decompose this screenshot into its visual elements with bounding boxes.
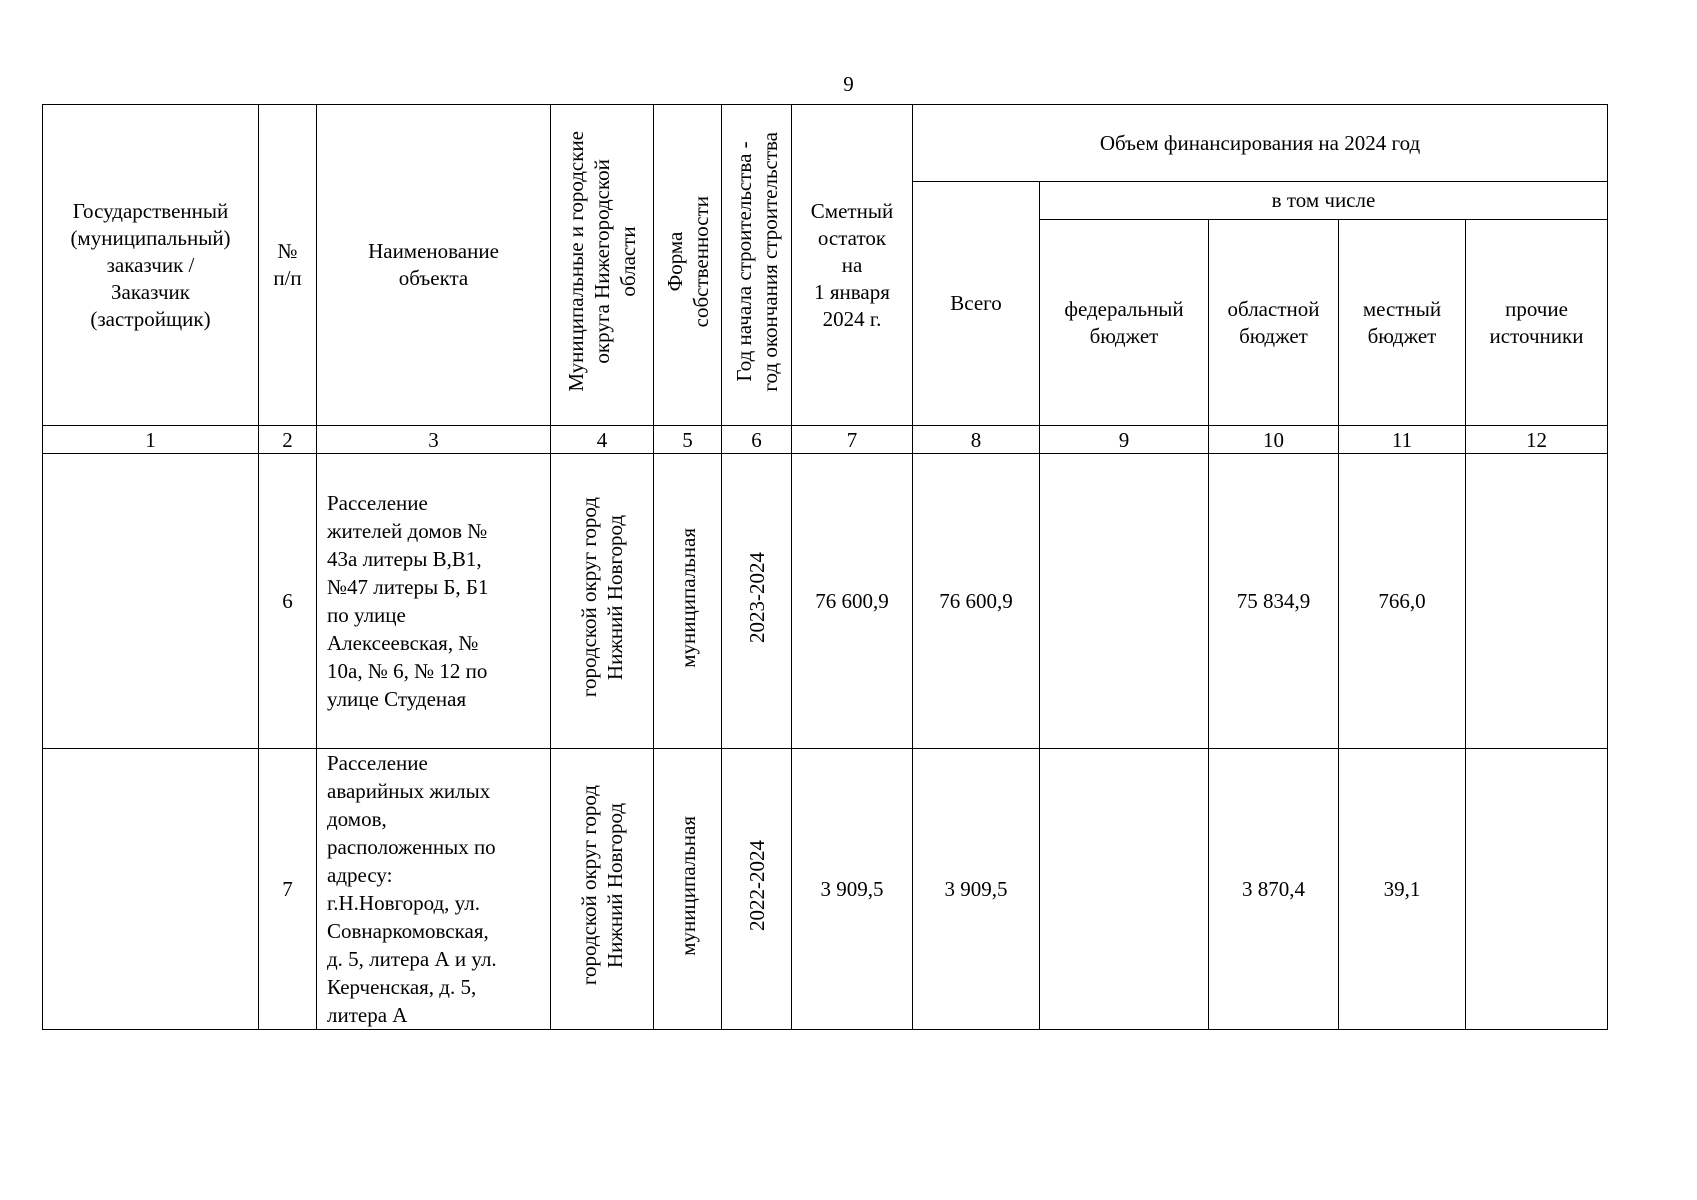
cell-estimate: 3 909,5	[792, 749, 913, 1030]
column-number-row	[43, 426, 1608, 454]
cell-municipality: городской округ город Нижний Новгород	[577, 785, 627, 986]
column-number: 1	[43, 426, 259, 454]
cell-ownership-wrap	[654, 454, 722, 749]
header-municipality: Муниципальные и городские округа Нижегородской области	[564, 131, 640, 392]
header-regional: областной бюджет	[1209, 220, 1339, 426]
cell-municipality-wrap	[551, 454, 654, 749]
financing-table	[42, 104, 1608, 1030]
header-local: местный бюджет	[1339, 220, 1466, 426]
header-row-top	[43, 105, 1608, 182]
header-years-cell	[722, 105, 792, 426]
cell-object: Расселение аварийных жилых домов, расположенных по адресу: г.Н.Новгород, ул. Совнаркомовская, д. 5, литера А и ул. Керченская, д. 5, литера А	[327, 751, 497, 1027]
header-years: Год начала строительства - год окончания строительства	[731, 131, 782, 392]
cell-object-wrap	[317, 454, 551, 749]
cell-ownership: муниципальная	[675, 815, 700, 956]
cell-other	[1466, 749, 1608, 1030]
cell-object-wrap	[317, 749, 551, 1030]
cell-estimate: 76 600,9	[792, 454, 913, 749]
cell-other	[1466, 454, 1608, 749]
header-num: № п/п	[259, 105, 317, 426]
column-number: 9	[1040, 426, 1209, 454]
cell-regional: 3 870,4	[1209, 749, 1339, 1030]
cell-num: 7	[259, 749, 317, 1030]
column-number: 6	[722, 426, 792, 454]
cell-years: 2023-2024	[744, 552, 769, 643]
column-number: 3	[317, 426, 551, 454]
cell-regional: 75 834,9	[1209, 454, 1339, 749]
cell-object: Расселение жителей домов № 43а литеры В,В1, №47 литеры Б, Б1 по улице Алексеевская, № 10а, № 6, № 12 по улице Студеная	[327, 491, 489, 711]
cell-years-wrap	[722, 454, 792, 749]
cell-customer	[43, 749, 259, 1030]
cell-total: 76 600,9	[913, 454, 1040, 749]
header-ownership-cell	[654, 105, 722, 426]
cell-federal	[1040, 454, 1209, 749]
cell-ownership: муниципальная	[675, 527, 700, 668]
cell-local: 766,0	[1339, 454, 1466, 749]
header-customer: Государственный (муниципальный) заказчик / Заказчик (застройщик)	[43, 105, 259, 426]
column-number: 10	[1209, 426, 1339, 454]
cell-federal	[1040, 749, 1209, 1030]
header-financing: Объем финансирования на 2024 год	[913, 105, 1608, 182]
column-number: 11	[1339, 426, 1466, 454]
column-number: 7	[792, 426, 913, 454]
table-row	[43, 749, 1608, 1030]
cell-num: 6	[259, 454, 317, 749]
header-other: прочие источники	[1466, 220, 1608, 426]
header-estimate: Сметный остаток на 1 января 2024 г.	[792, 105, 913, 426]
cell-years-wrap	[722, 749, 792, 1030]
header-including: в том числе	[1040, 182, 1608, 220]
cell-municipality-wrap	[551, 749, 654, 1030]
header-ownership: Форма собственности	[662, 195, 713, 328]
column-number: 8	[913, 426, 1040, 454]
cell-customer	[43, 454, 259, 749]
cell-municipality: городской округ город Нижний Новгород	[577, 497, 627, 698]
cell-local: 39,1	[1339, 749, 1466, 1030]
header-object-name: Наименование объекта	[317, 105, 551, 426]
header-federal: федеральный бюджет	[1040, 220, 1209, 426]
cell-years: 2022-2024	[744, 840, 769, 931]
column-number: 2	[259, 426, 317, 454]
page-number: 9	[843, 72, 854, 96]
cell-total: 3 909,5	[913, 749, 1040, 1030]
header-total: Всего	[913, 182, 1040, 426]
header-municipality-cell	[551, 105, 654, 426]
column-number: 4	[551, 426, 654, 454]
column-number: 12	[1466, 426, 1608, 454]
table-row	[43, 454, 1608, 749]
column-number: 5	[654, 426, 722, 454]
cell-ownership-wrap	[654, 749, 722, 1030]
